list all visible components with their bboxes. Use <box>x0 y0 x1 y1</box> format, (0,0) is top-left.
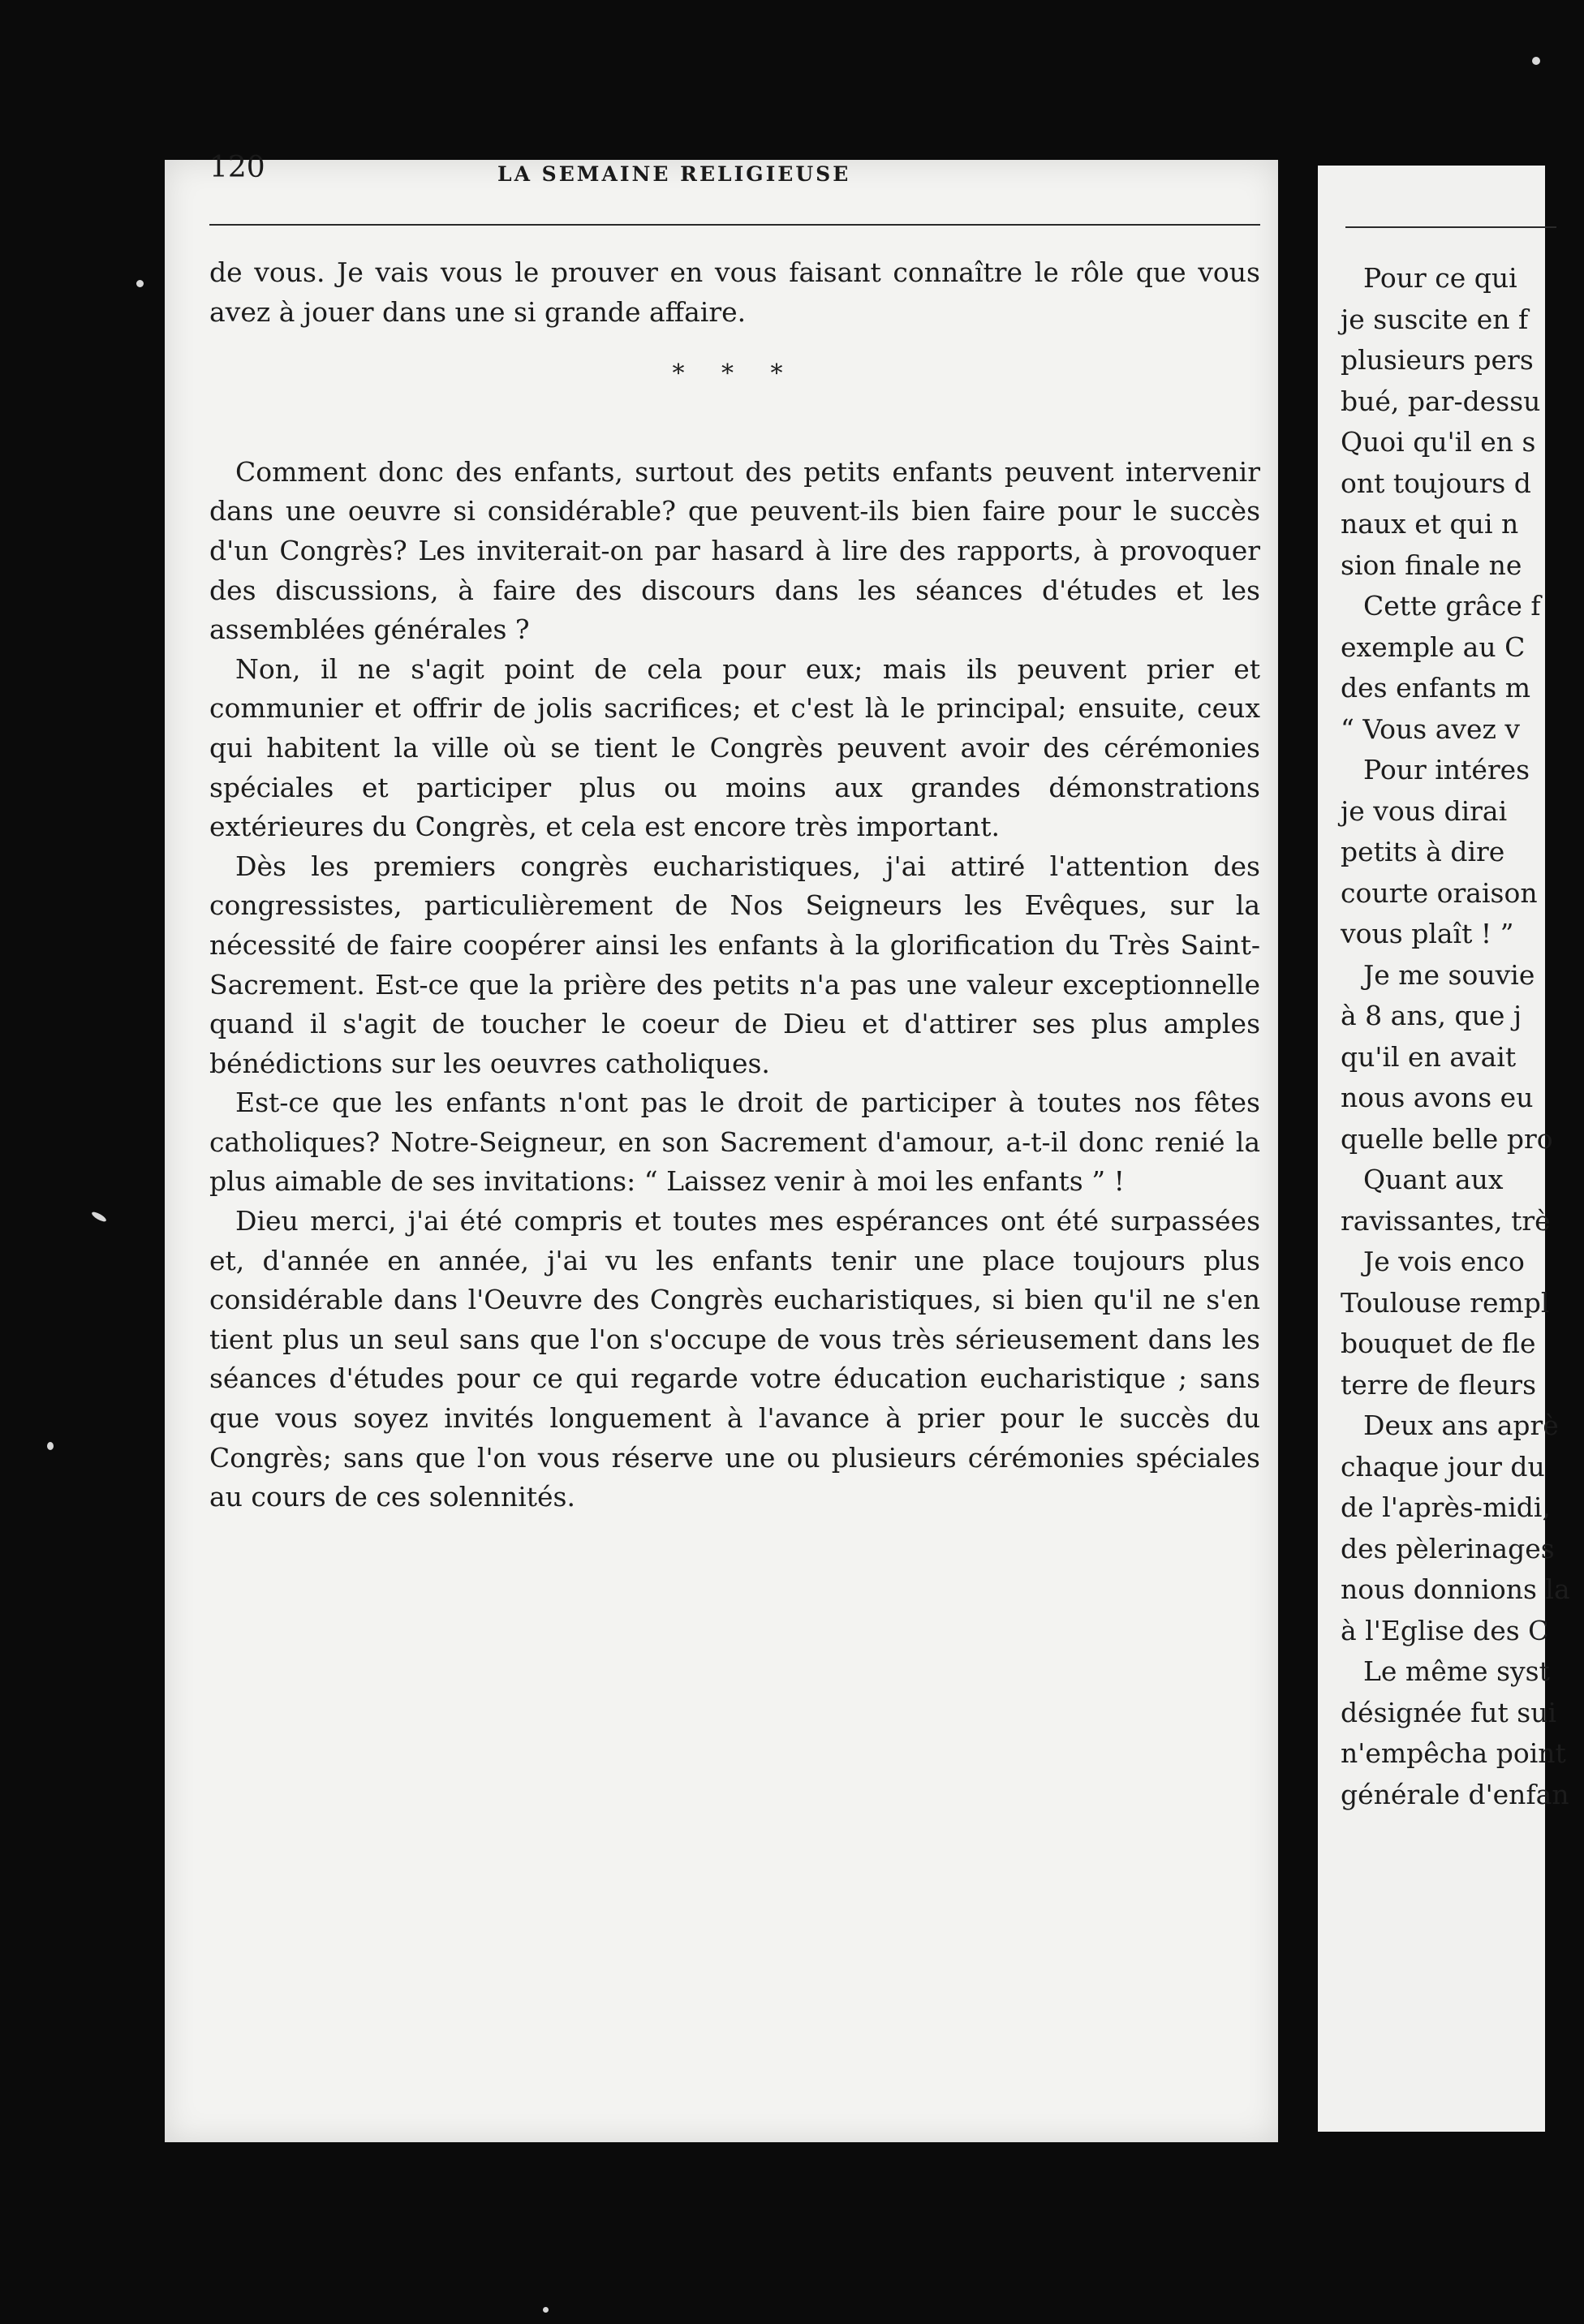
right-page-line: chaque jour du <box>1341 1450 1545 1483</box>
right-header-rule <box>1345 226 1556 228</box>
right-page-text <box>1341 258 1584 1815</box>
right-page-line: Pour intéres <box>1363 754 1530 785</box>
right-page-line: courte oraison <box>1341 876 1538 909</box>
film-speck <box>543 2307 549 2313</box>
right-page-line: exemple au C <box>1341 630 1526 663</box>
right-page-line: bué, par-dessu <box>1341 385 1541 417</box>
right-page-line: Deux ans aprè <box>1363 1409 1559 1441</box>
film-speck <box>1532 57 1540 65</box>
right-page-line: désignée fut sui <box>1341 1696 1557 1728</box>
right-page-line: à l'Eglise des C <box>1341 1614 1549 1646</box>
right-page-line: bouquet de fle <box>1341 1328 1536 1359</box>
right-page-line: ravissantes, trè <box>1341 1204 1551 1237</box>
right-page-line: Cette grâce f <box>1363 590 1541 622</box>
paragraph: Dès les premiers congrès eucharistiques, j'ai attiré l'attention des congressistes, particulièrement de Nos Seigneurs les Evêques, sur la nécessité de faire coopérer ainsi les enfants à la glorification du Très Saint-Sacrement. Est-ce que la prière des petits n'a pas une valeur exceptionnelle quand il s'agit de toucher le coeur de Dieu et d'attirer ses plus amples bénédictions sur les oeuvres catholiques. <box>209 850 1260 1079</box>
right-page-line: à 8 ans, que j <box>1341 1000 1522 1031</box>
right-page-line: n'empêcha point <box>1341 1737 1566 1769</box>
right-page-line: Je vois enco <box>1363 1246 1525 1277</box>
right-page-line: nous avons eu <box>1341 1082 1534 1113</box>
right-page-line: quelle belle pro <box>1341 1122 1553 1155</box>
section-ornament: * * * <box>672 359 798 389</box>
right-page-line: des enfants m <box>1341 672 1530 704</box>
right-page-line: des pèlerinages <box>1341 1532 1555 1564</box>
paragraph: Non, il ne s'agit point de cela pour eux; mais ils peuvent prier et communier et offrir de jolis sacrifices; et c'est là le principal; ensuite, ceux qui habitent la ville où se tient le Congrès peuvent avoir des cérémonies spéciales et participer plus ou moins aux grandes démonstrations extérieures du Congrès, et cela est encore très important. <box>209 652 1260 843</box>
film-speck <box>47 1442 54 1450</box>
paragraph: Dieu merci, j'ai été compris et toutes mes espérances ont été surpassées et, d'année en année, j'ai vu les enfants tenir une place toujours plus considérable dans l'Oeuvre des Congrès eucharistiques, si bien qu'il ne s'en tient plus un seul sans que l'on s'occupe de vous très sérieusement dans les séances d'études pour ce qui regarde votre éducation eucharistique ; sans que vous soyez invités longuement à l'avance à prier pour le succès du Congrès; sans que l'on vous réserve une ou plusieurs cérémonies spéciales au cours de ces solennités. <box>209 1205 1260 1513</box>
film-speck <box>136 280 144 287</box>
header-rule <box>209 224 1260 226</box>
right-page-line: ont toujours d <box>1341 467 1531 499</box>
right-page-line: Le même syst <box>1363 1655 1550 1687</box>
page-number: 120 <box>209 151 265 184</box>
right-page-line: nous donnions la <box>1341 1573 1570 1605</box>
right-page-line: sion finale ne <box>1341 549 1522 581</box>
right-page-line: plusieurs pers <box>1341 344 1534 376</box>
right-page-line: qu'il en avait <box>1341 1040 1517 1073</box>
right-page-line: Quoi qu'il en s <box>1341 426 1536 458</box>
right-page-line: générale d'enfan <box>1341 1778 1569 1810</box>
right-page-line: Pour ce qui <box>1363 262 1517 294</box>
paragraph: Comment donc des enfants, surtout des petits enfants peuvent intervenir dans une oeuvre si considérable? que peuvent-ils bien faire pour le succès d'un Congrès? Les inviterait-on par hasard à lire des rapports, à provoquer des discussions, à faire des discours dans les séances d'études et les assemblées générales ? <box>209 455 1260 646</box>
right-page-line: “ Vous avez v <box>1341 712 1521 745</box>
right-page-line: je suscite en f <box>1341 303 1529 335</box>
right-page-line: petits à dire <box>1341 836 1505 867</box>
right-page-line: je vous dirai <box>1341 794 1508 827</box>
right-page-line: Je me souvie <box>1363 958 1535 991</box>
running-title: LA SEMAINE RELIGIEUSE <box>497 162 851 186</box>
right-page-line: Quant aux <box>1363 1164 1504 1195</box>
right-page-line: vous plaît ! ” <box>1341 918 1514 949</box>
article-body <box>209 253 1260 1517</box>
right-page-line: Toulouse rempl <box>1341 1286 1550 1319</box>
opening-paragraph: de vous. Je vais vous le prouver en vous faisant connaître le rôle que vous avez à jouer dans une si grande affaire. <box>209 256 1260 328</box>
right-page-line: de l'après-midi, <box>1341 1491 1551 1523</box>
paragraph: Est-ce que les enfants n'ont pas le droit de participer à toutes nos fêtes catholiques? Notre-Seigneur, en son Sacrement d'amour, a-t-il donc renié la plus aimable de ses invitations: “ Laissez venir à moi les enfants ” ! <box>209 1087 1260 1198</box>
film-speck <box>91 1210 108 1223</box>
right-page <box>1318 166 1570 2132</box>
right-page-line: terre de fleurs <box>1341 1368 1537 1401</box>
right-page-line: naux et qui n <box>1341 508 1519 540</box>
running-head <box>209 151 1264 200</box>
